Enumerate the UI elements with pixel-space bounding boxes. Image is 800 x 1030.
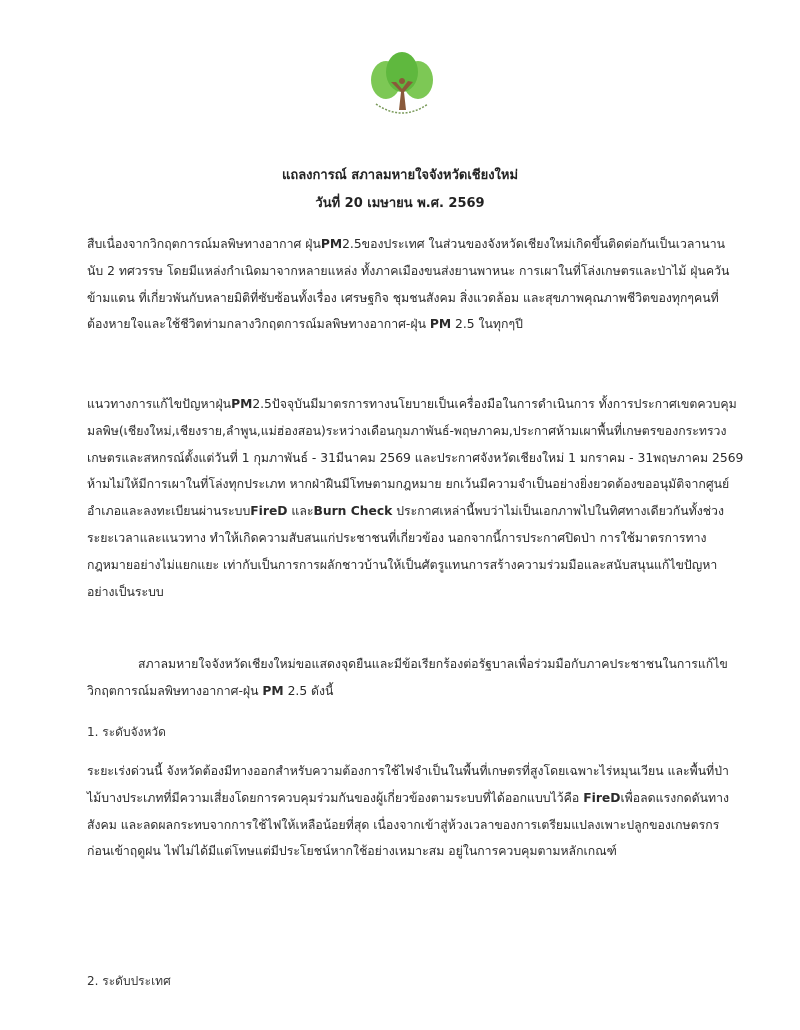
- text-run: ห้ามไม่ให้มีการเผาในที่โล่งทุกประเภท หากฝ่าฝืนมีโทษตามกฎหมาย ยกเว้นมีความจำเป็นอย่างยิ่งยวดต้องขออนุมัติจากศูนย์: [87, 477, 730, 492]
- text-run: วิกฤตการณ์มลพิษทางอากาศ-ฝุ่น: [87, 683, 263, 698]
- text-run: ระยะเวลาและแนวทาง ทำให้เกิดความสับสนแก่ประชาชนที่เกี่ยวข้อง นอกจากนี้การประกาศปิดป่า การใช้มาตรการทาง: [87, 531, 707, 545]
- text-run: ระยะเร่งด่วนนี้ จังหวัดต้องมีทางออกสำหรับความต้องการใช้ไฟจำเป็นในพื้นที่เกษตรที่สูงโดยเฉพาะไร่หมุนเวียน และพื้นที่ป่า: [87, 764, 729, 778]
- paragraph-line: [87, 450, 743, 466]
- text-run: 2.5 ดังนี้: [283, 683, 334, 698]
- text-run: และ: [287, 504, 314, 519]
- section-1-heading: 1. ระดับจังหวัด: [87, 725, 166, 739]
- text-run: เกษตรและสหกรณ์ตั้งแต่วันที่ 1 กุมภาพันธ์ - 31มีนาคม 2569 และประกาศจังหวัดเชียงใหม่ 1 มกราคม - 31พฤษภาคม 2569: [87, 450, 744, 465]
- paragraph-line: [87, 423, 726, 439]
- paragraph-line: [87, 263, 729, 279]
- text-run: อย่างเป็นระบบ: [87, 584, 164, 599]
- text-run: 2.5ของประเทศ ในส่วนของจังหวัดเชียงใหม่เกิดขึ้นติดต่อกันเป็นเวลานาน: [342, 237, 726, 251]
- bold-text: PM: [429, 317, 452, 332]
- bold-text: Burn Check: [313, 504, 393, 519]
- paragraph-line: [87, 290, 719, 306]
- section-2-heading: 2. ระดับประเทศ: [87, 974, 171, 988]
- paragraph-line: [87, 503, 724, 519]
- text-run: กฎหมายอย่างไม่แยกแยะ เท่ากับเป็นการการผลักชาวบ้านให้เป็นศัตรูแทนการสร้างความร่วมมือและสนับสนุนแก้ไขปัญหา: [87, 557, 718, 572]
- paragraph-line: [87, 763, 729, 779]
- paragraph-line: [87, 843, 617, 859]
- text-run: ก่อนเข้าฤดูฝน ไฟไม่ได้มีแต่โทษแต่มีประโยชน์หากใช้อย่างเหมาะสม อยู่ในการควบคุมตามหลักเกณฑ์: [87, 844, 617, 859]
- bold-text: FireD: [583, 790, 621, 805]
- text-run: สืบเนื่องจากวิกฤตการณ์มลพิษทางอากาศ ฝุ่น: [87, 237, 321, 251]
- text-run: สภาลมหายใจจังหวัดเชียงใหม่ขอแสดงจุดยืนและมีข้อเรียกร้องต่อรัฐบาลเพื่อร่วมมือกับภาคประชาชนในการแก้ไข: [138, 657, 728, 671]
- text-run: ไม้บางประเภทที่มีความเสี่ยงโดยการควบคุมร่วมกันของผู้เกี่ยวข้องตามระบบที่ได้ออกแบบไว้คือ: [87, 790, 584, 805]
- bold-text: PM: [231, 397, 253, 411]
- paragraph-line: [87, 530, 707, 546]
- text-run: ประกาศเหล่านี้พบว่าไม่เป็นเอกภาพไปในทิศทางเดียวกันทั้งช่วง: [392, 504, 724, 519]
- paragraph-line: [87, 476, 729, 492]
- statement-title: แถลงการณ์ สภาลมหายใจจังหวัดเชียงใหม่: [281, 168, 519, 183]
- text-run: 2.5ปัจจุบันมีมาตรการทางนโยบายเป็นเครื่องมือในการดำเนินการ ทั้งการประกาศเขตควบคุม: [252, 397, 737, 411]
- text-run: สังคม และลดผลกระทบจากการใช้ไฟให้เหลือน้อยที่สุด เนื่องจากเข้าสู่ห้วงเวลาของการเตรียมแปลงเพาะปลูกของเกษตรกร: [87, 817, 720, 832]
- text-run: มลพิษ(เชียงใหม่,เชียงราย,ลำพูน,แม่ฮ่องสอน)ระหว่างเดือนกุมภาพันธ์-พฤษภาคม,ประกาศห้ามเผาพื้นที่เกษตรของกระทรวง: [87, 423, 727, 438]
- paragraph-line: [87, 817, 719, 833]
- text-run: นับ 2 ทศวรรษ โดยมีแหล่งกำเนิดมาจากหลายแหล่ง ทั้งภาคเมืองขนส่งยานพาหนะ การเผาในที่โล่งเกษตรและป่าไม้ ฝุ่นควัน: [87, 263, 730, 278]
- paragraph-line: [87, 790, 729, 806]
- text-run: อำเภอและลงทะเบียนผ่านระบบ: [87, 504, 251, 519]
- paragraph-line: [87, 584, 164, 600]
- text-run: ข้ามแดน ที่เกี่ยวพันกับหลายมิติที่ซับซ้อนทั้งเรื่อง เศรษฐกิจ ชุมชนสังคม สิ่งแวดล้อม และสุขภาพคุณภาพชีวิตของทุกๆคนที่: [87, 290, 719, 305]
- organization-logo: [366, 52, 438, 120]
- paragraph-line: [87, 683, 333, 699]
- paragraph-line: [87, 396, 737, 412]
- bold-text: PM: [262, 683, 284, 698]
- bold-text: PM: [320, 237, 343, 251]
- paragraph-line: [87, 557, 717, 573]
- text-run: 2.5 ในทุกๆปี: [451, 317, 523, 332]
- paragraph-line: [87, 316, 523, 332]
- text-run: แนวทางการแก้ไขปัญหาฝุ่น: [87, 397, 232, 411]
- text-run: ต้องหายใจและใช้ชีวิตท่ามกลางวิกฤตการณ์มลพิษทางอากาศ-ฝุ่น: [87, 317, 430, 332]
- text-run: เพื่อลดแรงกดดันทาง: [620, 790, 730, 805]
- statement-date: วันที่ 20 เมษายน พ.ศ. 2569: [315, 196, 485, 211]
- paragraph-line: [87, 236, 725, 252]
- paragraph-line: [138, 656, 728, 672]
- bold-text: FireD: [250, 504, 288, 519]
